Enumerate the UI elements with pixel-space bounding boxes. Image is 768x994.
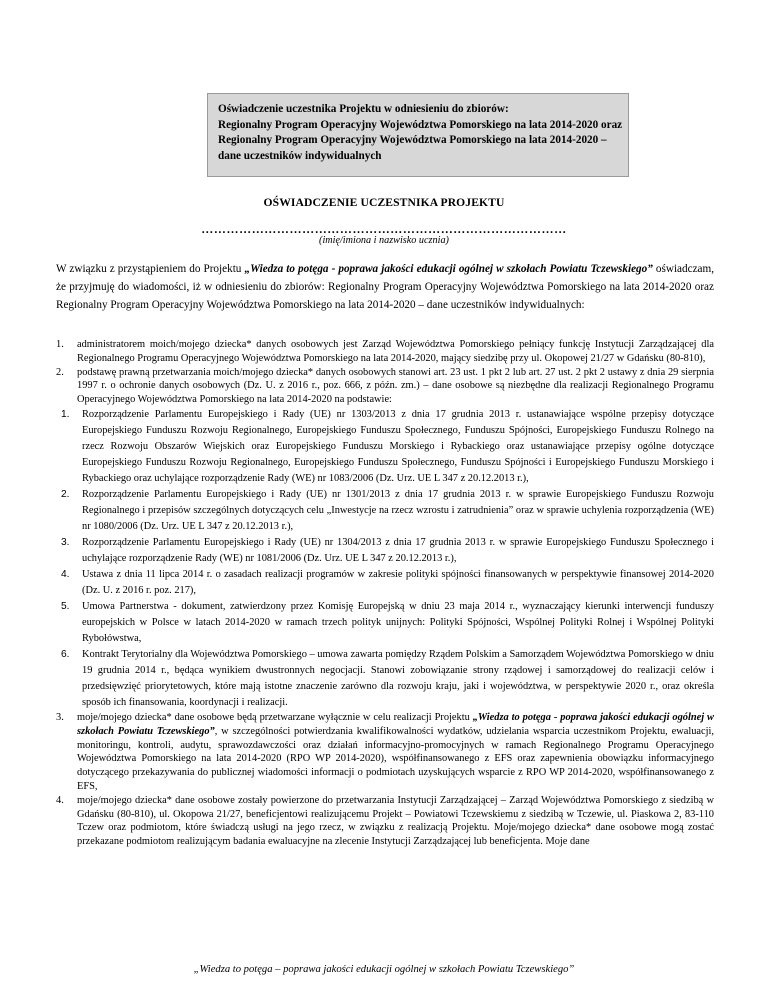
name-dotted-line: …………………………………………………………………………… (201, 222, 567, 236)
header-line-3: Regionalny Program Operacyjny Województwa Pomorskiego na lata 2014-2020 – (218, 134, 607, 147)
sub-list-item (56, 647, 714, 711)
sub-list-item (56, 487, 714, 535)
list-item (56, 711, 714, 794)
list-item-number: 4. (56, 794, 64, 806)
sub-list-item (56, 567, 714, 599)
intro-paragraph (56, 260, 714, 314)
header-line-4: dane uczestników indywidualnych (218, 149, 382, 162)
document-title: OŚWIADCZENIE UCZESTNIKA PROJEKTU (263, 196, 505, 209)
list-item (56, 338, 714, 366)
list-item (56, 366, 714, 711)
sub-item-text: Rozporządzenie Parlamentu Europejskiego i Rady (UE) nr 1303/2013 z dnia 17 grudnia 2013 r. ustanawiające wspólne przepisy dotyczące Europejskiego Funduszu Rozwoju Regionalnego, Europejskiego Funduszu Społecznego, Funduszu Spójności, Europejskiego Funduszu Rolnego na rzecz Rozwoju Obszarów Wiejskich oraz Europejskiego Funduszu Morskiego i Rybackiego oraz ustanawiające przepisy ogólne dotyczące Europejskiego Funduszu Rozwoju Regionalnego, Europejskiego Funduszu Społecznego, Funduszu Spójności i Europejskiego Funduszu Morskiego i Rybackiego oraz uchylające rozporządzenie Rady (WE) nr 1083/2006 (Dz. Urz. UE L 347 z 20.12.2013 r.), (82, 408, 714, 484)
list-item-text: administratorem moich/mojego dziecka* danych osobowych jest Zarząd Województwa Pomorskiego pełniący funkcję Instytucji Zarządzającej dla Regionalnego Programu Operacyjnego Województwa Pomorskiego na lata 2014-2020, mający siedzibę przy ul. Okopowej 21/27 w Gdańsku (80-810), (77, 339, 714, 364)
header-box (207, 93, 629, 177)
sub-item-text: Ustawa z dnia 11 lipca 2014 r. o zasadach realizacji programów w zakresie polityki spójności finansowanych w perspektywie finansowej 2014-2020 (Dz. U. z 2016 r. poz. 217), (82, 568, 714, 596)
sub-item-text: Umowa Partnerstwa - dokument, zatwierdzony przez Komisję Europejską w dniu 23 maja 2014 r., wyznaczający kierunki interwencji funduszy europejskich w Polsce w latach 2014-2020 w ramach trzech polityk unijnych: Polityki Spójności, Wspólnej Polityki Rolnej i Wspólnej Polityki Rybołówstwa, (82, 600, 714, 644)
list-item-text-lead: moje/mojego dziecka* dane osobowe będą przetwarzane wyłącznie w celu realizacji Projektu (77, 711, 473, 723)
sub-item-number: 5. (61, 600, 70, 612)
list-item-number: 3. (56, 711, 64, 723)
list-item-text-rest: , w szczególności potwierdzania kwalifikowalności wydatków, udzielania wsparcia uczestnikom Projektu, ewaluacji, monitoringu, kontroli, audytu, sprawozdawczości oraz działań informacyjno-promocyjnych w ramach Regionalnego Programu Operacyjnego Województwa Pomorskiego na lata 2014-2020 (RPO WP 2014-2020), współfinansowanego z EFS oraz zapewnienia obowiązku informacyjnego dotyczącego przekazywania do publicznej wiadomości informacji o podmiotach uzyskujących wsparcie z RPO WP 2014-2020, współfinansowanego z EFS, (77, 725, 715, 792)
header-lines (218, 102, 622, 164)
list-item-number: 2. (56, 366, 64, 378)
sub-item-number: 2. (61, 488, 70, 500)
page-footer: „Wiedza to potęga – poprawa jakości edukacji ogólnej w szkołach Powiatu Tczewskiego” (193, 964, 575, 975)
statement-list (56, 338, 714, 849)
name-caption: (imię/imiona i nazwisko ucznia) (319, 235, 449, 246)
sub-list-item (56, 535, 714, 567)
list-item-number: 1. (56, 339, 64, 350)
header-line-2: Regionalny Program Operacyjny Województwa Pomorskiego na lata 2014-2020 oraz (218, 118, 623, 131)
sub-item-number: 1. (61, 408, 70, 420)
list-item-project-name: „Wiedza to potęga - poprawa jakości edukacji ogólnej w szkołach Powiatu Tczewskiego” (77, 711, 714, 737)
header-line-1: Oświadczenie uczestnika Projektu w odniesieniu do zbiorów: (218, 103, 509, 115)
sub-item-text: Kontrakt Terytorialny dla Województwa Pomorskiego – umowa zawarta pomiędzy Rządem Polskim a Samorządem Województwa Pomorskiego w dniu 19 grudnia 2014 r., będąca wynikiem dwustronnych negocjacji. Stanowi zobowiązanie strony rządowej i samorządowej do realizacji celów i przedsięwzięć priorytetowych, które mają istotne znaczenie zarówno dla rozwoju kraju, jaki i województwa, w perspektywie 2020 r., oraz określa sposób ich finansowania, koordynacji i realizacji. (82, 648, 714, 708)
sub-item-number: 3. (61, 536, 70, 548)
list-item-text: moje/mojego dziecka* dane osobowe zostały powierzone do przetwarzania Instytucji Zarządzającej – Zarząd Województwa Pomorskiego z siedzibą w Gdańsku (80-810), ul. Okopowa 21/27, beneficjentowi realizującemu Projekt – Powiatowi Tczewskiemu z siedzibą w Tczewie, ul. Piaskowa 2, 83-110 Tczew oraz podmiotom, które świadczą usługi na jego rzecz, w związku z realizacją Projektu. Moje/mojego dziecka* dane osobowe mogą zostać przekazane podmiotom realizującym badania ewaluacyjne na zlecenie Instytucji Zarządzającej lub beneficjenta. Moje dane (77, 794, 714, 848)
sub-item-number: 4. (61, 568, 70, 580)
list-item-text: podstawę prawną przetwarzania moich/mojego dziecka* danych osobowych stanowi art. 23 ust. 1 pkt 2 lub art. 27 ust. 2 pkt 2 ustawy z dnia 29 sierpnia 1997 r. o ochronie danych osobowych (Dz. U. z 2016 r., poz. 666, z późn. zm.) – dane osobowe są niezbędne dla realizacji Regionalnego Programu Operacyjnego Województwa Pomorskiego na lata 2014-2020 na podstawie: (77, 366, 714, 406)
sub-item-number: 6. (61, 648, 70, 660)
sub-list-item (56, 407, 714, 487)
intro-project-name: „Wiedza to potęga - poprawa jakości edukacji ogólnej w szkołach Powiatu Tczewskiego” (244, 263, 653, 275)
list-item (56, 794, 714, 849)
intro-lead: W związku z przystąpieniem do Projektu (56, 263, 245, 275)
sub-item-text: Rozporządzenie Parlamentu Europejskiego i Rady (UE) nr 1301/2013 z dnia 17 grudnia 2013 r. w sprawie Europejskiego Funduszu Rozwoju Regionalnego i przepisów szczególnych dotyczących celu „Inwestycje na rzecz wzrostu i zatrudnienia” oraz w sprawie uchylenia rozporządzenia (WE) nr 1080/2006 (Dz. Urz. UE L 347 z 20.12.2013 r.), (82, 488, 714, 532)
sub-list-item (56, 599, 714, 647)
sub-item-text: Rozporządzenie Parlamentu Europejskiego i Rady (UE) nr 1304/2013 z dnia 17 grudnia 2013 r. w sprawie Europejskiego Funduszu Społecznego i uchylające rozporządzenie Rady (WE) nr 1081/2006 (Dz. Urz. UE L 347 z 20.12.2013 r.), (82, 536, 714, 564)
intro-rest: oświadczam, że przyjmuję do wiadomości, iż w odniesieniu do zbiorów: Regionalny Program Operacyjny Województwa Pomorskiego na lata 2014-2020 oraz Regionalny Program Operacyjny Województwa Pomorskiego na lata 2014-2020 – dane uczestników indywidualnych: (56, 263, 715, 311)
